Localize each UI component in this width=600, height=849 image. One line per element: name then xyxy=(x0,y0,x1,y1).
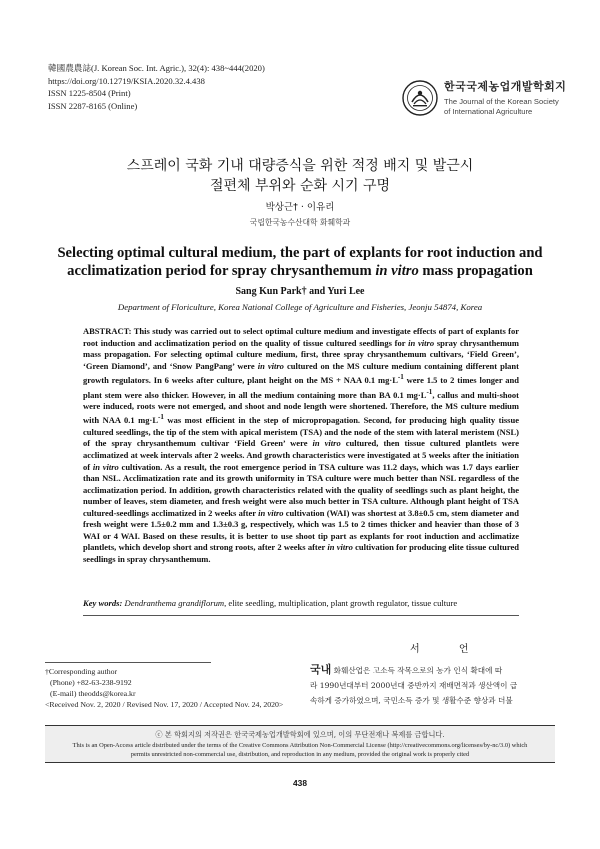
introduction-line: 화훼산업은 고소득 작목으로의 농가 인식 확대에 따 xyxy=(331,666,503,675)
issn-online: ISSN 2287-8165 (Online) xyxy=(48,100,138,111)
abstract-text: cultivation for producing elite tissue cultured seedlings in spray chrysanthemum. xyxy=(83,542,520,564)
keywords-label: Key words: xyxy=(83,598,123,608)
abstract-text: cultivation. As a result, the root emergence period in TSA culture was 11.2 days, which was 1.7 days earlier than NSL. Acclimatization rate and its growth uniformity in TSA culture were much better than NSL regardless of the acclimatization period. In addition, growth characteristics related with the quality of seedlings such as plant height, the number of leaves, stem diameter, and fresh weight were also much better in TSA culture. Although plant height of TSA cultured-seedlings acclimatized in 2 weeks after xyxy=(83,461,519,518)
abstract-text: cultivation (WAI) was shortest at 3.8±0.5 cm, stem diameter and fresh weight were 1.5±0.2 mm and 1.3±0.3 g, respectively, which was 1.5 to 2 times thicker and heavier than those of 3 WAI or 4 WAI. Based on these results, it is better to use shoot tip part as explants for root induction and acclimatize plantlets, which develop short and strong roots, after 2 weeks after xyxy=(83,507,519,553)
korean-affiliation: 국립한국농수산대학 화훼학과 xyxy=(249,218,351,227)
introduction-heading: 서 언 xyxy=(410,644,487,655)
abstract-superscript: -1 xyxy=(158,413,164,422)
abstract-italic: in vitro xyxy=(327,542,353,553)
submission-dates: <Received Nov. 2, 2020 / Revised Nov. 17, 2020 / Accepted Nov. 24, 2020> xyxy=(45,700,284,709)
abstract-label: ABSTRACT: xyxy=(83,326,132,336)
society-seal-icon xyxy=(402,80,438,116)
copyright-notice: ⓒ 본 학회지의 저작권은 한국국제농업개발학회에 있으며, 이의 무단전재나 복제를 금합니다. xyxy=(155,730,445,739)
license-text-line1: This is an Open-Access article distributed under the terms of the Creative Commons Attribution Non-Commercial License (http://creativecommons.org/licenses/by-nc/3.0) which xyxy=(72,742,528,749)
issn-print: ISSN 1225-8504 (Print) xyxy=(48,88,131,98)
journal-header xyxy=(48,62,265,112)
english-title xyxy=(40,244,560,280)
abstract-text: , callus and multi-shoot were induced, roots were not emerged, and shoot and node length were shortened. Therefore, the MS culture medium with NAA 0.1 mg·L xyxy=(83,389,519,426)
keywords-rest: , elite seedling, multiplication, plant growth regulator, tissue culture xyxy=(224,598,458,608)
journal-citation: 韓國農農誌(J. Korean Soc. Int. Agric.), 32(4): 438~444(2020) xyxy=(48,63,265,73)
abstract-superscript: -1 xyxy=(426,387,433,396)
abstract-superscript: -1 xyxy=(397,373,404,382)
society-name-en-2: of International Agriculture xyxy=(444,107,533,116)
phone: (Phone) +82-63-238-9192 xyxy=(50,678,132,687)
korean-authors: 박상근† · 이유리 xyxy=(265,202,335,213)
email[interactable]: (E-mail) theodds@korea.kr xyxy=(50,689,136,698)
society-name-kr: 한국국제농업개발학회지 xyxy=(444,80,567,93)
abstract-italic: in vitro xyxy=(92,461,119,472)
abstract-italic: in vitro xyxy=(408,337,435,348)
english-title-part2: mass propagation xyxy=(418,263,533,279)
keywords xyxy=(83,598,523,608)
corresponding-author: †Corresponding author xyxy=(45,667,118,676)
korean-title-line2: 절편체 부위와 순화 시기 구명 xyxy=(209,178,391,194)
abstract xyxy=(83,326,519,565)
abstract-text: were 1.5 to 2 times longer and plant stem were also thicker. However, in all the medium containing more than BA 0.1 mg·L xyxy=(83,375,519,400)
abstract-text: This study was carried out to select optimal culture medium and investigate effects of part of explants for root induction and acclimatization period on the quality of tissue cultured seedlings for xyxy=(83,326,519,348)
english-title-part1: Selecting optimal cultural medium, the part of explants for root induction and acclimatization period for spray chrysanthemum xyxy=(57,245,543,279)
abstract-italic: in vitro xyxy=(312,438,341,449)
introduction-first-char: 국내 xyxy=(310,663,332,676)
abstract-text: was most efficient in the step of micropropagation. Second, for producing high quality tissue cultured seedlings, the tip of the stem with apical meristem (TSA) and the node of the stem with lateral meristem (NSL) of the spray chrysanthemum cultivar ‘Field Green’ were xyxy=(83,415,519,449)
introduction-line: 속하게 증가하였으며, 국민소득 증가 및 생활수준 향상과 더불 xyxy=(310,696,513,705)
abstract-italic: in vitro xyxy=(258,507,284,518)
abstract-text: spray chrysanthemum mass propagation. For selecting optimal culture medium, first, three spray chrysanthemum cultivars, ‘Field Green’, ‘Green Diamond’, and ‘Snow PangPang’ were xyxy=(83,337,519,371)
abstract-italic: in vitro xyxy=(257,360,284,371)
license-box xyxy=(45,725,555,763)
english-affiliation: Department of Floriculture, Korea National College of Agriculture and Fisheries, Jeonju 54874, Korea xyxy=(117,302,483,312)
introduction-body xyxy=(310,662,558,708)
abstract-text: cultured on the MS culture medium containing different plant growth regulators. In 6 weeks after culture, plant height on the MS + NAA 0.1 mg·L xyxy=(83,360,519,386)
license-text-line2: permits unrestricted non-commercial use, distribution, and reproduction in any medium, provided the original work is properly cited xyxy=(130,750,470,758)
page-number: 438 xyxy=(293,778,307,788)
abstract-divider xyxy=(83,615,519,616)
footnote-divider xyxy=(45,662,211,663)
introduction-line: 라 1990년대부터 2000년대 중반까지 재배면적과 생산액이 급 xyxy=(310,681,518,690)
society-name-en-1: The Journal of the Korean Society xyxy=(444,97,559,106)
english-title-italic: in vitro xyxy=(375,263,419,279)
korean-title xyxy=(0,156,600,196)
korean-title-line1: 스프레이 국화 기내 대량증식을 위한 적정 배지 및 발근시 xyxy=(126,158,474,174)
doi-link[interactable]: https://doi.org/10.12719/KSIA.2020.32.4.438 xyxy=(48,75,205,86)
english-authors: Sang Kun Park† and Yuri Lee xyxy=(235,286,365,297)
society-name xyxy=(444,78,566,117)
footnote xyxy=(45,666,283,710)
keywords-italic: Dendranthema grandiflorum xyxy=(124,598,225,608)
abstract-text: cultured, then tissue cultured plantlets were acclimatized at week intervals after 2 weeks. And growth characteristics were investigated at 5 weeks after the initiation of xyxy=(83,438,519,472)
